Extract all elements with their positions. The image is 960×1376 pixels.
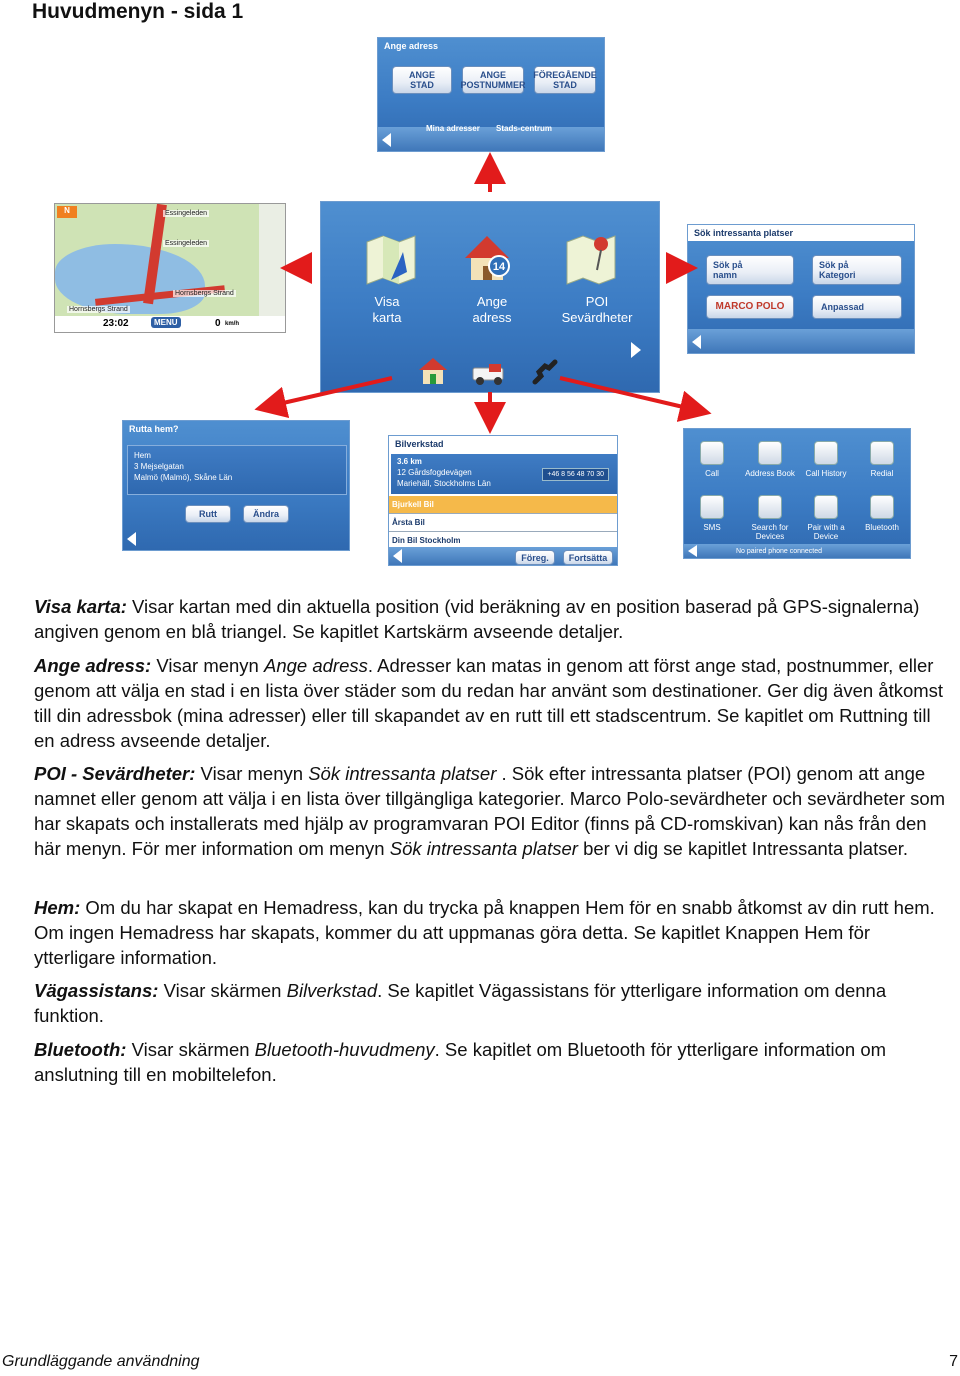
back-arrow-icon[interactable]	[127, 532, 136, 546]
ange-stad-button[interactable]: ANGE STAD	[392, 66, 452, 94]
paragraph-text: . Sök efter intressanta platser (POI) genom att ange namnet eller genom att välja i en lista över tillgängliga kategorier. Marco Polo-sevärdheter och sevärdheter som har skapats och installerats med hjälp av programvaran POI Editor (finns på CD-romskivan) kan nås från den här menyn. För mer information om menyn	[34, 763, 946, 859]
address-line: Malmö (Malmö), Skåne Län	[134, 473, 233, 482]
phone-status: No paired phone connected	[736, 548, 823, 555]
bluetooth-screen	[683, 428, 911, 559]
address-line: Hem	[134, 451, 151, 460]
address-box	[127, 445, 347, 495]
sms-label[interactable]: SMS	[703, 523, 721, 532]
ange-postnummer-button[interactable]: ANGE POSTNUMMER	[462, 66, 524, 94]
ange-adress-label[interactable]: Ange adress	[472, 294, 512, 325]
term: Ange adress:	[34, 655, 152, 676]
mina-adresser-link[interactable]: Mina adresser	[426, 124, 480, 133]
navigation-arrows	[0, 0, 960, 440]
screen-title: Ange adress	[384, 41, 439, 51]
paragraph-poi	[34, 761, 954, 861]
stads-centrum-link[interactable]: Stads-centrum	[496, 124, 553, 133]
bluetooth-icon[interactable]	[870, 495, 894, 519]
road-label: Essingeleden	[165, 240, 208, 247]
compass-icon[interactable]: N	[57, 206, 77, 218]
call-history-icon[interactable]	[814, 441, 838, 465]
emphasis: Bilverkstad	[286, 980, 378, 1001]
foreg-button[interactable]: Föreg.	[515, 550, 555, 565]
emphasis: Ange adress	[263, 655, 368, 676]
list-item[interactable]: Din Bil Stockholm	[389, 532, 617, 550]
paragraph-bluetooth	[34, 1037, 954, 1087]
paragraph-text: Visar menyn	[195, 763, 309, 784]
poi-sevardheter-label[interactable]: POI Sevärdheter	[561, 294, 633, 325]
screen-title: Sök intressanta platser	[694, 228, 794, 238]
arrow-down-left	[270, 378, 392, 406]
sms-icon[interactable]	[700, 495, 724, 519]
paragraph-text: Visar skärmen	[158, 980, 287, 1001]
visa-karta-label[interactable]: Visa karta	[372, 294, 402, 325]
road-label: Hornsbergs Strand	[69, 306, 128, 313]
paragraph-text: . Se kapitlet Vägassistans för ytterligare information om denna funktion.	[34, 980, 887, 1026]
screen-title: Rutta hem?	[129, 424, 179, 434]
emphasis: Sök intressanta platser	[308, 763, 497, 784]
paragraph-text: Om du har skapat en Hemadress, kan du trycka på knappen Hem för en snabb åtkomst av din rutt hem. Om ingen Hemadress har skapats, kommer du att uppmanas göra detta. Se kapitlet Knappen Hem för ytterligare information.	[34, 897, 935, 968]
call-icon[interactable]	[700, 441, 724, 465]
emphasis: Bluetooth-huvudmeny	[254, 1039, 435, 1060]
screen-title: Bilverkstad	[395, 439, 444, 449]
road-label: Essingeleden	[165, 210, 208, 217]
back-arrow-icon[interactable]	[393, 549, 402, 563]
speed-unit: km/h	[225, 321, 240, 327]
paragraph-ange-adress	[34, 653, 954, 753]
anpassad-button[interactable]: Anpassad	[812, 295, 902, 319]
menu-button[interactable]: MENU	[151, 317, 181, 328]
marco-polo-button[interactable]: MARCO POLO	[706, 295, 794, 319]
andra-button[interactable]: Ändra	[243, 505, 289, 523]
house-number: 14	[492, 261, 506, 273]
term: POI - Sevärdheter:	[34, 763, 196, 784]
phone-button[interactable]: +46 8 56 48 70 30	[542, 468, 609, 481]
paragraph-text: Visar kartan med din aktuella position (vid beräkning av en position baserad på GPS-signalerna) angiven genom en blå triangel. Se kapitlet Kartskärm avseende detaljer.	[34, 596, 920, 642]
term: Bluetooth:	[34, 1039, 127, 1060]
address-book-icon[interactable]	[758, 441, 782, 465]
redial-icon[interactable]	[870, 441, 894, 465]
search-devices-icon[interactable]	[758, 495, 782, 519]
footer-section: Grundläggande användning	[2, 1353, 200, 1370]
search-devices-label[interactable]: Search for Devices	[751, 523, 789, 541]
paragraph-text: ber vi dig se kapitlet Intressanta platser.	[577, 838, 909, 859]
detail-box	[391, 454, 617, 494]
sok-pa-kategori-button[interactable]: Sök på Kategori	[812, 255, 902, 285]
bilverkstad-screen	[388, 435, 618, 566]
paragraph-vagassistans	[34, 978, 954, 1028]
address-line: 3 Mejselgatan	[134, 462, 184, 471]
paragraph-text: . Se kapitlet om Bluetooth för ytterligare information om anslutning till en mobiltelefon.	[34, 1039, 887, 1085]
distance: 3.6 km	[397, 457, 422, 466]
back-arrow-icon[interactable]	[688, 545, 697, 557]
paragraph-text: . Adresser kan matas in genom att först ange stad, postnummer, eller genom att välja en stad i en lista över städer som du redan har använt som destinationer. Ger dig även åtkomst till din adressbok (mina adresser) eller till skapandet av en rutt till ett stadscentrum. Se kapitlet om Ruttning till en adress avseende detaljer.	[34, 655, 944, 751]
paragraph-text: Visar skärmen	[126, 1039, 255, 1060]
foregaende-stad-button[interactable]: FÖREGÅENDE STAD	[534, 66, 596, 94]
rutt-button[interactable]: Rutt	[185, 505, 231, 523]
bluetooth-label[interactable]: Bluetooth	[865, 523, 899, 532]
emphasis: Sök intressanta platser	[389, 838, 578, 859]
paragraph-hem	[34, 895, 954, 970]
pair-device-label[interactable]: Pair with a Device	[807, 523, 845, 541]
term: Hem:	[34, 897, 81, 918]
paragraph-visa-karta	[34, 594, 954, 644]
call-label[interactable]: Call	[705, 469, 719, 478]
address-book-label[interactable]: Address Book	[745, 469, 795, 478]
address-line: Mariehäll, Stockholms Län	[397, 479, 491, 488]
address-line: 12 Gårdsfogdevägen	[397, 468, 472, 477]
list-item[interactable]: Bjurkell Bil	[389, 496, 617, 514]
fortsatta-button[interactable]: Fortsätta	[563, 550, 613, 565]
time-readout: 23:02	[103, 318, 129, 329]
term: Vägassistans:	[34, 980, 159, 1001]
redial-label[interactable]: Redial	[870, 469, 894, 478]
speed-readout: 0	[215, 318, 221, 329]
footer-page-number: 7	[949, 1353, 958, 1370]
call-history-label[interactable]: Call History	[805, 469, 847, 478]
page-title: Huvudmenyn - sida 1	[32, 0, 244, 23]
list-item[interactable]: Årsta Bil	[389, 514, 617, 532]
sok-pa-namn-button[interactable]: Sök på namn	[706, 255, 794, 285]
road-label: Hornsbergs Strand	[175, 290, 234, 297]
paragraph-text: Visar menyn	[151, 655, 264, 676]
arrow-down-right	[560, 378, 696, 410]
pair-device-icon[interactable]	[814, 495, 838, 519]
term: Visa karta:	[34, 596, 127, 617]
